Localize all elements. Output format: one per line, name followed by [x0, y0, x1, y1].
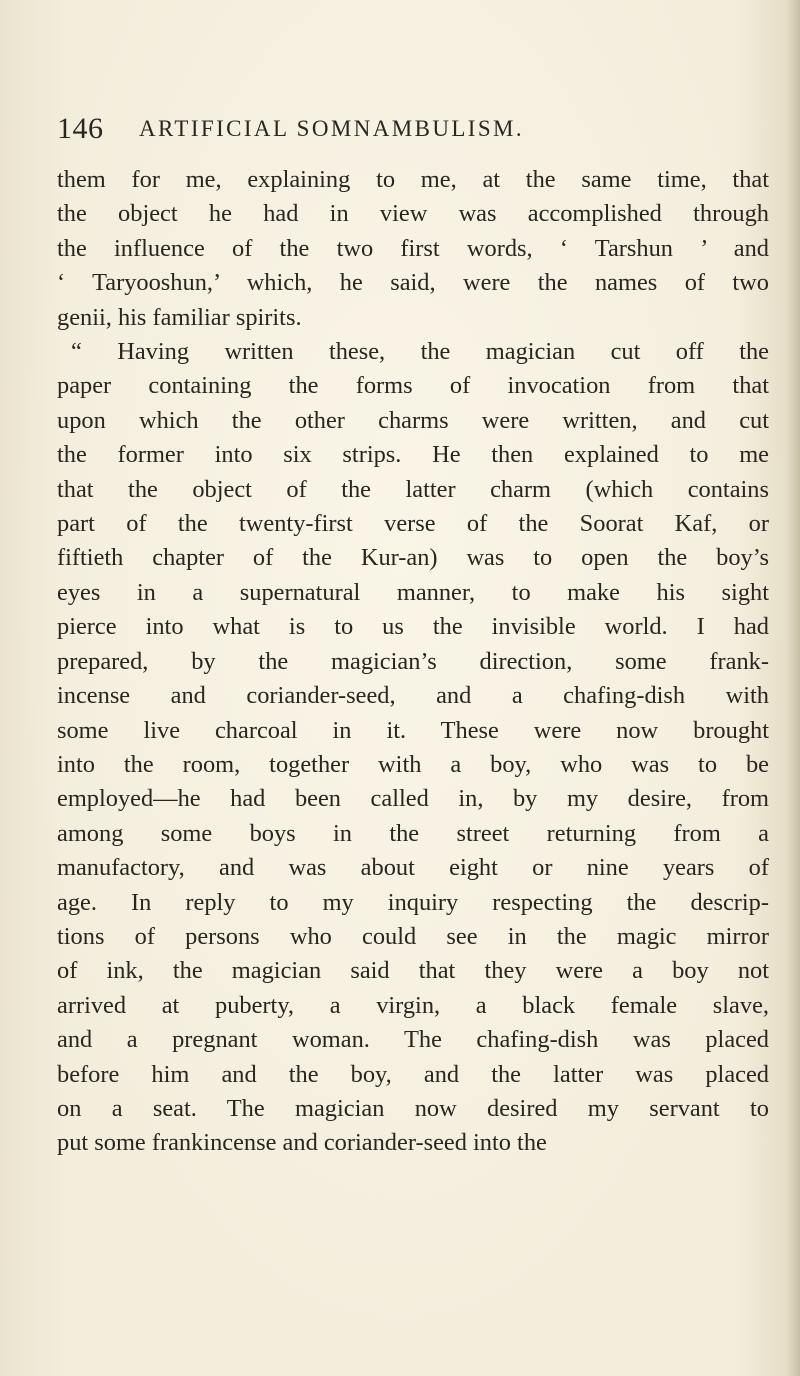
- text-line: before him and the boy, and the latter was placed: [57, 1060, 769, 1088]
- text-line: fiftieth chapter of the Kur-an) was to open the boy’s: [57, 544, 769, 572]
- text-line: into the room, together with a boy, who was to be: [57, 750, 769, 778]
- text-line: prepared, by the magician’s direction, some frank-: [57, 647, 769, 675]
- text-line: paper containing the forms of invocation from that: [57, 372, 769, 400]
- text-line: “ Having written these, the magician cut off the: [71, 338, 769, 366]
- text-line: the influence of the two first words, ‘ Tarshun ’ and: [57, 234, 769, 262]
- text-line: genii, his familiar spirits.: [57, 303, 302, 331]
- text-line: part of the twenty-first verse of the Soorat Kaf, or: [57, 510, 769, 538]
- text-line: put some frankincense and coriander-seed into the: [57, 1129, 547, 1157]
- text-line: upon which the other charms were written, and cut: [57, 406, 769, 434]
- text-line: age. In reply to my inquiry respecting the descrip-: [57, 888, 769, 916]
- running-title: ARTIFICIAL SOMNAMBULISM.: [139, 116, 525, 141]
- text-line: and a pregnant woman. The chafing-dish was placed: [57, 1026, 769, 1054]
- text-line: that the object of the latter charm (which contains: [57, 475, 769, 503]
- page-number: 146: [57, 112, 104, 145]
- text-line: ‘ Taryooshun,’ which, he said, were the names of two: [57, 269, 769, 297]
- text-line: incense and coriander-seed, and a chafing-dish with: [57, 682, 769, 710]
- text-line: the object he had in view was accomplished through: [57, 200, 769, 228]
- text-line: eyes in a supernatural manner, to make his sight: [57, 578, 769, 606]
- text-line: them for me, explaining to me, at the same time, that: [57, 166, 769, 193]
- page-edge-shadow: [786, 0, 800, 1376]
- text-line: some live charcoal in it. These were now brought: [57, 716, 769, 744]
- text-line: among some boys in the street returning from a: [57, 819, 769, 847]
- text-line: pierce into what is to us the invisible world. I had: [57, 613, 769, 641]
- text-line: employed—he had been called in, by my desire, from: [57, 785, 769, 813]
- text-line: on a seat. The magician now desired my servant to: [57, 1094, 769, 1122]
- body-text: [57, 163, 769, 1161]
- text-line: tions of persons who could see in the magic mirror: [57, 922, 769, 950]
- running-head: [57, 112, 777, 152]
- text-line: the former into six strips. He then explained to me: [57, 441, 769, 469]
- text-line: of ink, the magician said that they were a boy not: [57, 957, 769, 985]
- text-line: arrived at puberty, a virgin, a black female slave,: [57, 991, 769, 1019]
- text-line: manufactory, and was about eight or nine years of: [57, 854, 769, 882]
